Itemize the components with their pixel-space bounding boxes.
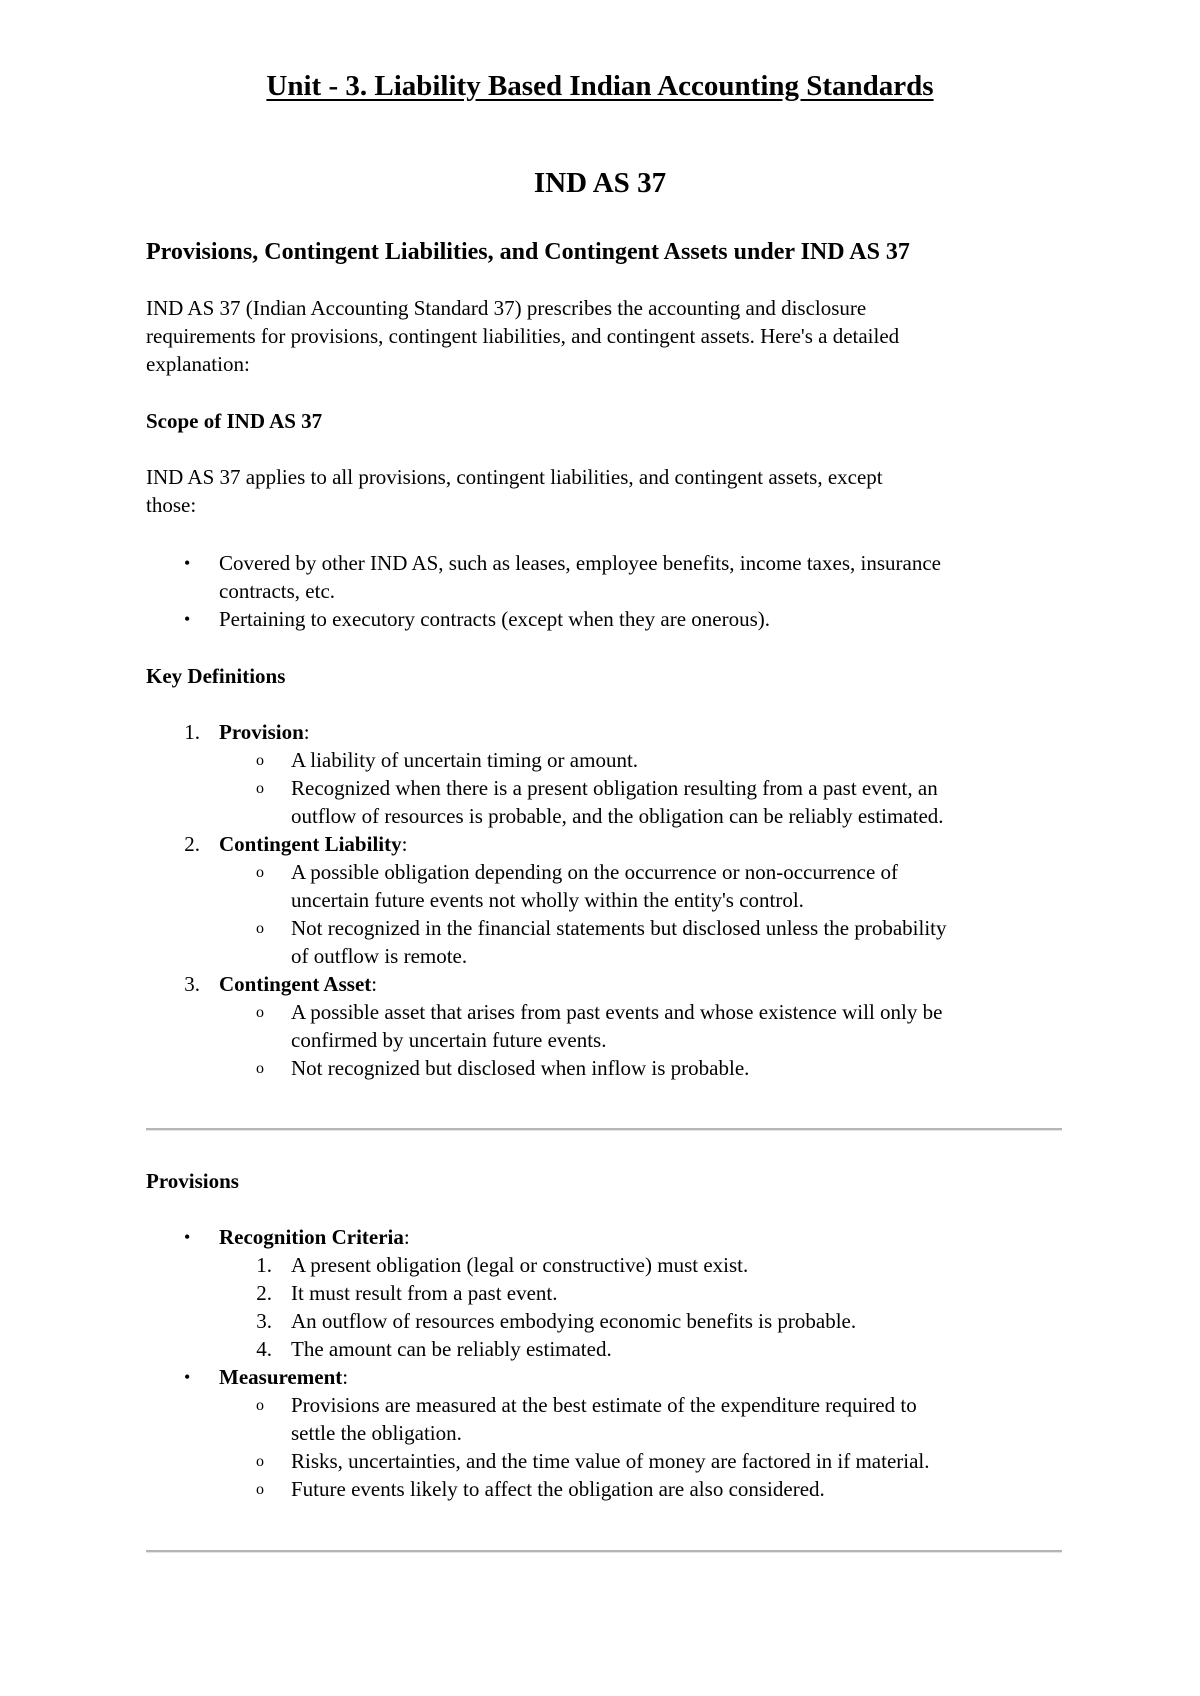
definition-point: confirmed by uncertain future events. [291,1028,607,1052]
list-item: Pertaining to executory contracts (except when they are onerous). [219,607,771,631]
intro-line: IND AS 37 (Indian Accounting Standard 37) prescribes the accounting and disclosure [146,296,867,320]
intro-line: explanation: [146,352,250,376]
list-number: 3. [184,972,200,996]
horizontal-divider [146,1550,1062,1553]
sub-bullet-icon: o [256,780,264,797]
definition-term: Contingent Liability: [219,832,408,856]
sub-bullet-icon: o [256,1004,264,1021]
definition-term: Contingent Asset: [219,972,378,996]
bullet-icon: • [184,553,191,573]
measurement-point: Future events likely to affect the obligation are also considered. [291,1477,825,1501]
measurement-label: Measurement: [219,1365,349,1389]
intro-line: requirements for provisions, contingent liabilities, and contingent assets. Here's a detailed [146,324,900,348]
sub-bullet-icon: o [256,1481,264,1498]
list-number: 3. [256,1309,272,1333]
criteria-item: It must result from a past event. [291,1281,558,1305]
provisions-heading: Provisions [146,1169,239,1193]
list-number: 4. [256,1337,272,1361]
criteria-item: An outflow of resources embodying economic benefits is probable. [291,1309,857,1333]
definition-point: of outflow is remote. [291,944,468,968]
sub-bullet-icon: o [256,1397,264,1414]
list-number: 1. [256,1253,272,1277]
bullet-icon: • [184,609,191,629]
definition-point: A possible asset that arises from past events and whose existence will only be [291,1000,943,1024]
list-number: 1. [184,720,200,744]
unit-title: Unit - 3. Liability Based Indian Accounting Standards [266,70,934,102]
key-definitions-heading: Key Definitions [146,664,286,688]
definition-term: Provision: [219,720,310,744]
horizontal-divider [146,1128,1062,1131]
measurement-point: settle the obligation. [291,1421,462,1445]
list-number: 2. [184,832,200,856]
criteria-item: The amount can be reliably estimated. [291,1337,612,1361]
definition-point: outflow of resources is probable, and the obligation can be reliably estimated. [291,804,944,828]
scope-heading: Scope of IND AS 37 [146,409,323,433]
sub-bullet-icon: o [256,864,264,881]
sub-bullet-icon: o [256,1453,264,1470]
list-number: 2. [256,1281,272,1305]
scope-line: those: [146,493,197,517]
sub-bullet-icon: o [256,920,264,937]
definition-point: Not recognized but disclosed when inflow is probable. [291,1056,750,1080]
sub-bullet-icon: o [256,1060,264,1077]
measurement-point: Risks, uncertainties, and the time value of money are factored in if material. [291,1449,930,1473]
bullet-icon: • [184,1227,191,1247]
definition-point: Recognized when there is a present obligation resulting from a past event, an [291,776,938,800]
definition-point: A possible obligation depending on the occurrence or non-occurrence of [291,860,899,884]
recognition-criteria-label: Recognition Criteria: [219,1225,410,1249]
definition-point: A liability of uncertain timing or amount. [291,748,639,772]
standard-title: IND AS 37 [533,167,667,199]
subtitle: Provisions, Contingent Liabilities, and Contingent Assets under IND AS 37 [146,239,910,265]
measurement-point: Provisions are measured at the best estimate of the expenditure required to [291,1393,917,1417]
bullet-icon: • [184,1367,191,1387]
list-item: Covered by other IND AS, such as leases, employee benefits, income taxes, insurance [219,551,941,575]
definition-point: Not recognized in the financial statements but disclosed unless the probability [291,916,947,940]
scope-line: IND AS 37 applies to all provisions, contingent liabilities, and contingent assets, except [146,465,883,489]
sub-bullet-icon: o [256,752,264,769]
definition-point: uncertain future events not wholly within the entity's control. [291,888,804,912]
criteria-item: A present obligation (legal or constructive) must exist. [291,1253,749,1277]
list-item: contracts, etc. [219,579,336,603]
